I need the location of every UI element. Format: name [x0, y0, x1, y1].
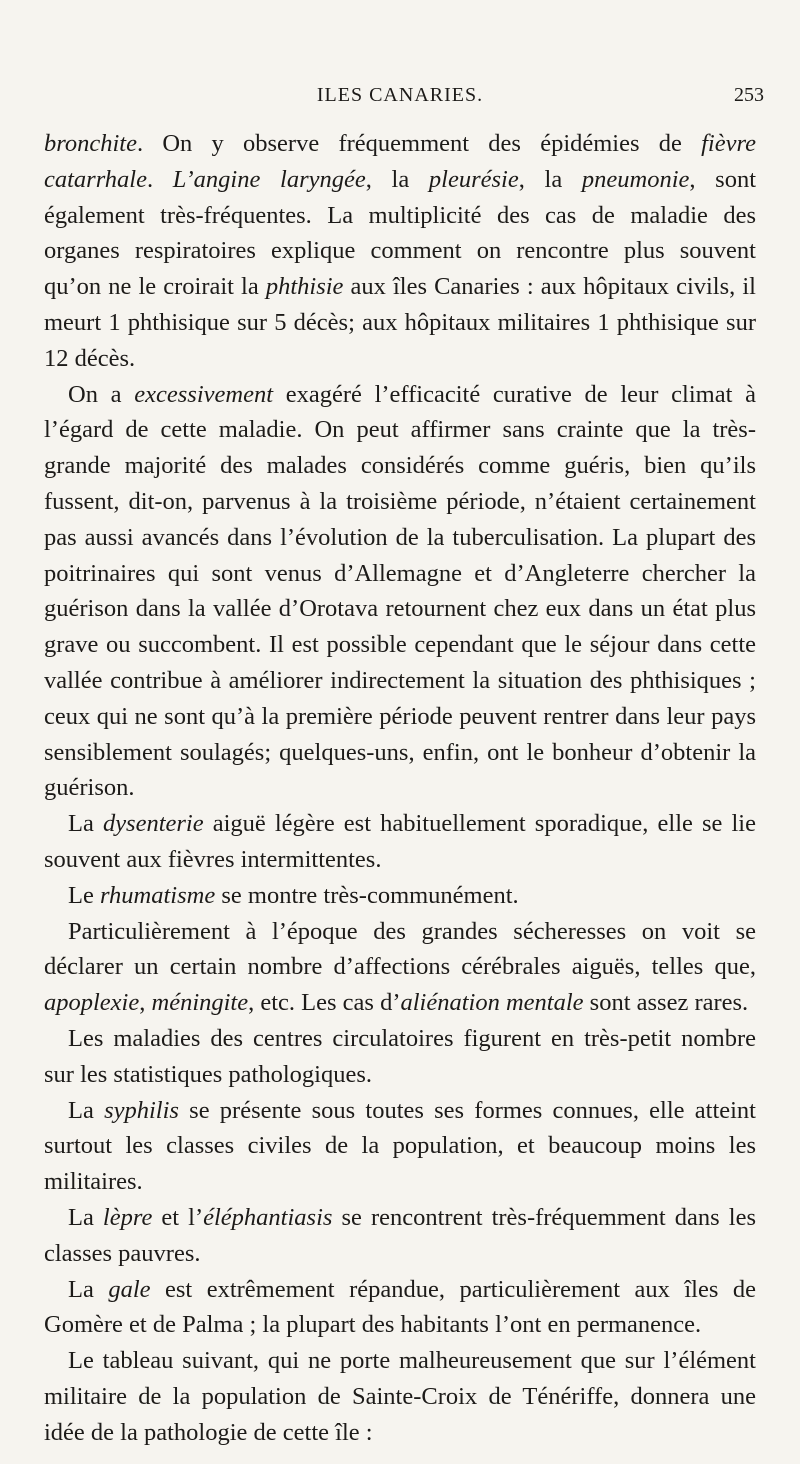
term-apoplexie: apoplexie	[44, 989, 140, 1017]
term-bronchite: bronchite	[44, 130, 137, 157]
paragraph-dysenterie: La dysenterie aiguë légère est habituellement sporadique, elle se lie souvent aux fièvres intermittentes.	[44, 810, 756, 873]
term-phthisie: phthisie	[265, 273, 344, 301]
term-fievre-catarrhale: fièvre catarrhale	[44, 130, 756, 193]
term-syphilis: syphilis	[104, 1096, 179, 1124]
paragraph-cerebral-affections: Particulièrement à l’époque des grandes sécheresses on voit se déclarer un certain nombre d’affections cérébrales aiguës, telles que, apoplexie, méningite, etc. Les cas d’aliénation mentale sont assez rares.	[44, 917, 756, 1017]
paragraph-respiratory-diseases: bronchite. On y observe fréquemment des épidémies de fièvre catarrhale. L’angine laryngée, la pleurésie, la pneumonie, sont également très-fréquentes. La multiplicité des cas de maladie des organes respiratoires explique comment on rencontre plus souvent qu’on ne le croirait la phthisie aux îles Canaries : aux hôpitaux civils, il meurt 1 phthisique sur 5 décès; aux hôpitaux militaires 1 phthisique sur 12 décès.	[44, 130, 757, 372]
term-gale: gale	[108, 1275, 151, 1303]
term-excessivement: excessivement	[134, 380, 273, 408]
term-alienation-mentale: aliénation mentale	[400, 989, 584, 1017]
term-pleuresie: pleurésie	[428, 165, 519, 193]
paragraph-syphilis: La syphilis se présente sous toutes ses formes connues, elle atteint surtout les classes civiles de la population, et beaucoup moins les militaires.	[44, 1096, 756, 1196]
paragraph-circulatory: Les maladies des centres circulatoires figurent en très-petit nombre sur les statistiques pathologiques.	[44, 1024, 756, 1088]
page-header	[0, 84, 800, 114]
body-text	[44, 126, 756, 1450]
paragraph-tableau-intro: Le tableau suivant, qui ne porte malheureusement que sur l’élément militaire de la population de Sainte-Croix de Ténériffe, donnera une idée de la pathologie de cette île :	[44, 1347, 756, 1446]
term-elephantiasis: éléphantiasis	[203, 1203, 333, 1231]
term-angine-laryngee: L’angine laryngée	[172, 165, 366, 193]
paragraph-gale: La gale est extrêmement répandue, particulièrement aux îles de Gomère et de Palma ; la plupart des habitants l’ont en permanence.	[44, 1275, 756, 1339]
term-pneumonie: pneumonie	[581, 165, 690, 193]
paragraph-lepre: La lèpre et l’éléphantiasis se rencontrent très-fréquemment dans les classes pauvres.	[44, 1203, 756, 1267]
paragraph-rhumatisme: Le rhumatisme se montre très-communément.	[68, 881, 519, 909]
term-lepre: lèpre	[102, 1203, 153, 1231]
running-title: ILES CANARIES.	[316, 84, 484, 106]
term-meningite: méningite	[151, 989, 249, 1017]
term-dysenterie: dysenterie	[102, 810, 204, 838]
paragraph-climate-efficacy: On a excessivement exagéré l’efficacité curative de leur climat à l’égard de cette maladie. On peut affirmer sans crainte que la très-grande majorité des malades considérés comme guéris, bien qu’ils fussent, dit-on, parvenus à la troisième période, n’étaient certainement pas aussi avancés dans l’évolution de la tuberculisation. La plupart des poitrinaires qui sont venus d’Allemagne et d’Angleterre chercher la guérison dans la vallée d’Orotava retournent chez eux dans un état plus grave ou succombent. Il est possible cependant que le séjour dans cette vallée contribue à améliorer indirectement la situation des phthisiques ; ceux qui ne sont qu’à la première période peuvent rentrer dans leur pays sensiblement soulagés; quelques-uns, enfin, ont le bonheur d’obtenir la guérison.	[44, 380, 756, 802]
page-number: 253	[734, 84, 764, 106]
term-rhumatisme: rhumatisme	[99, 881, 216, 909]
